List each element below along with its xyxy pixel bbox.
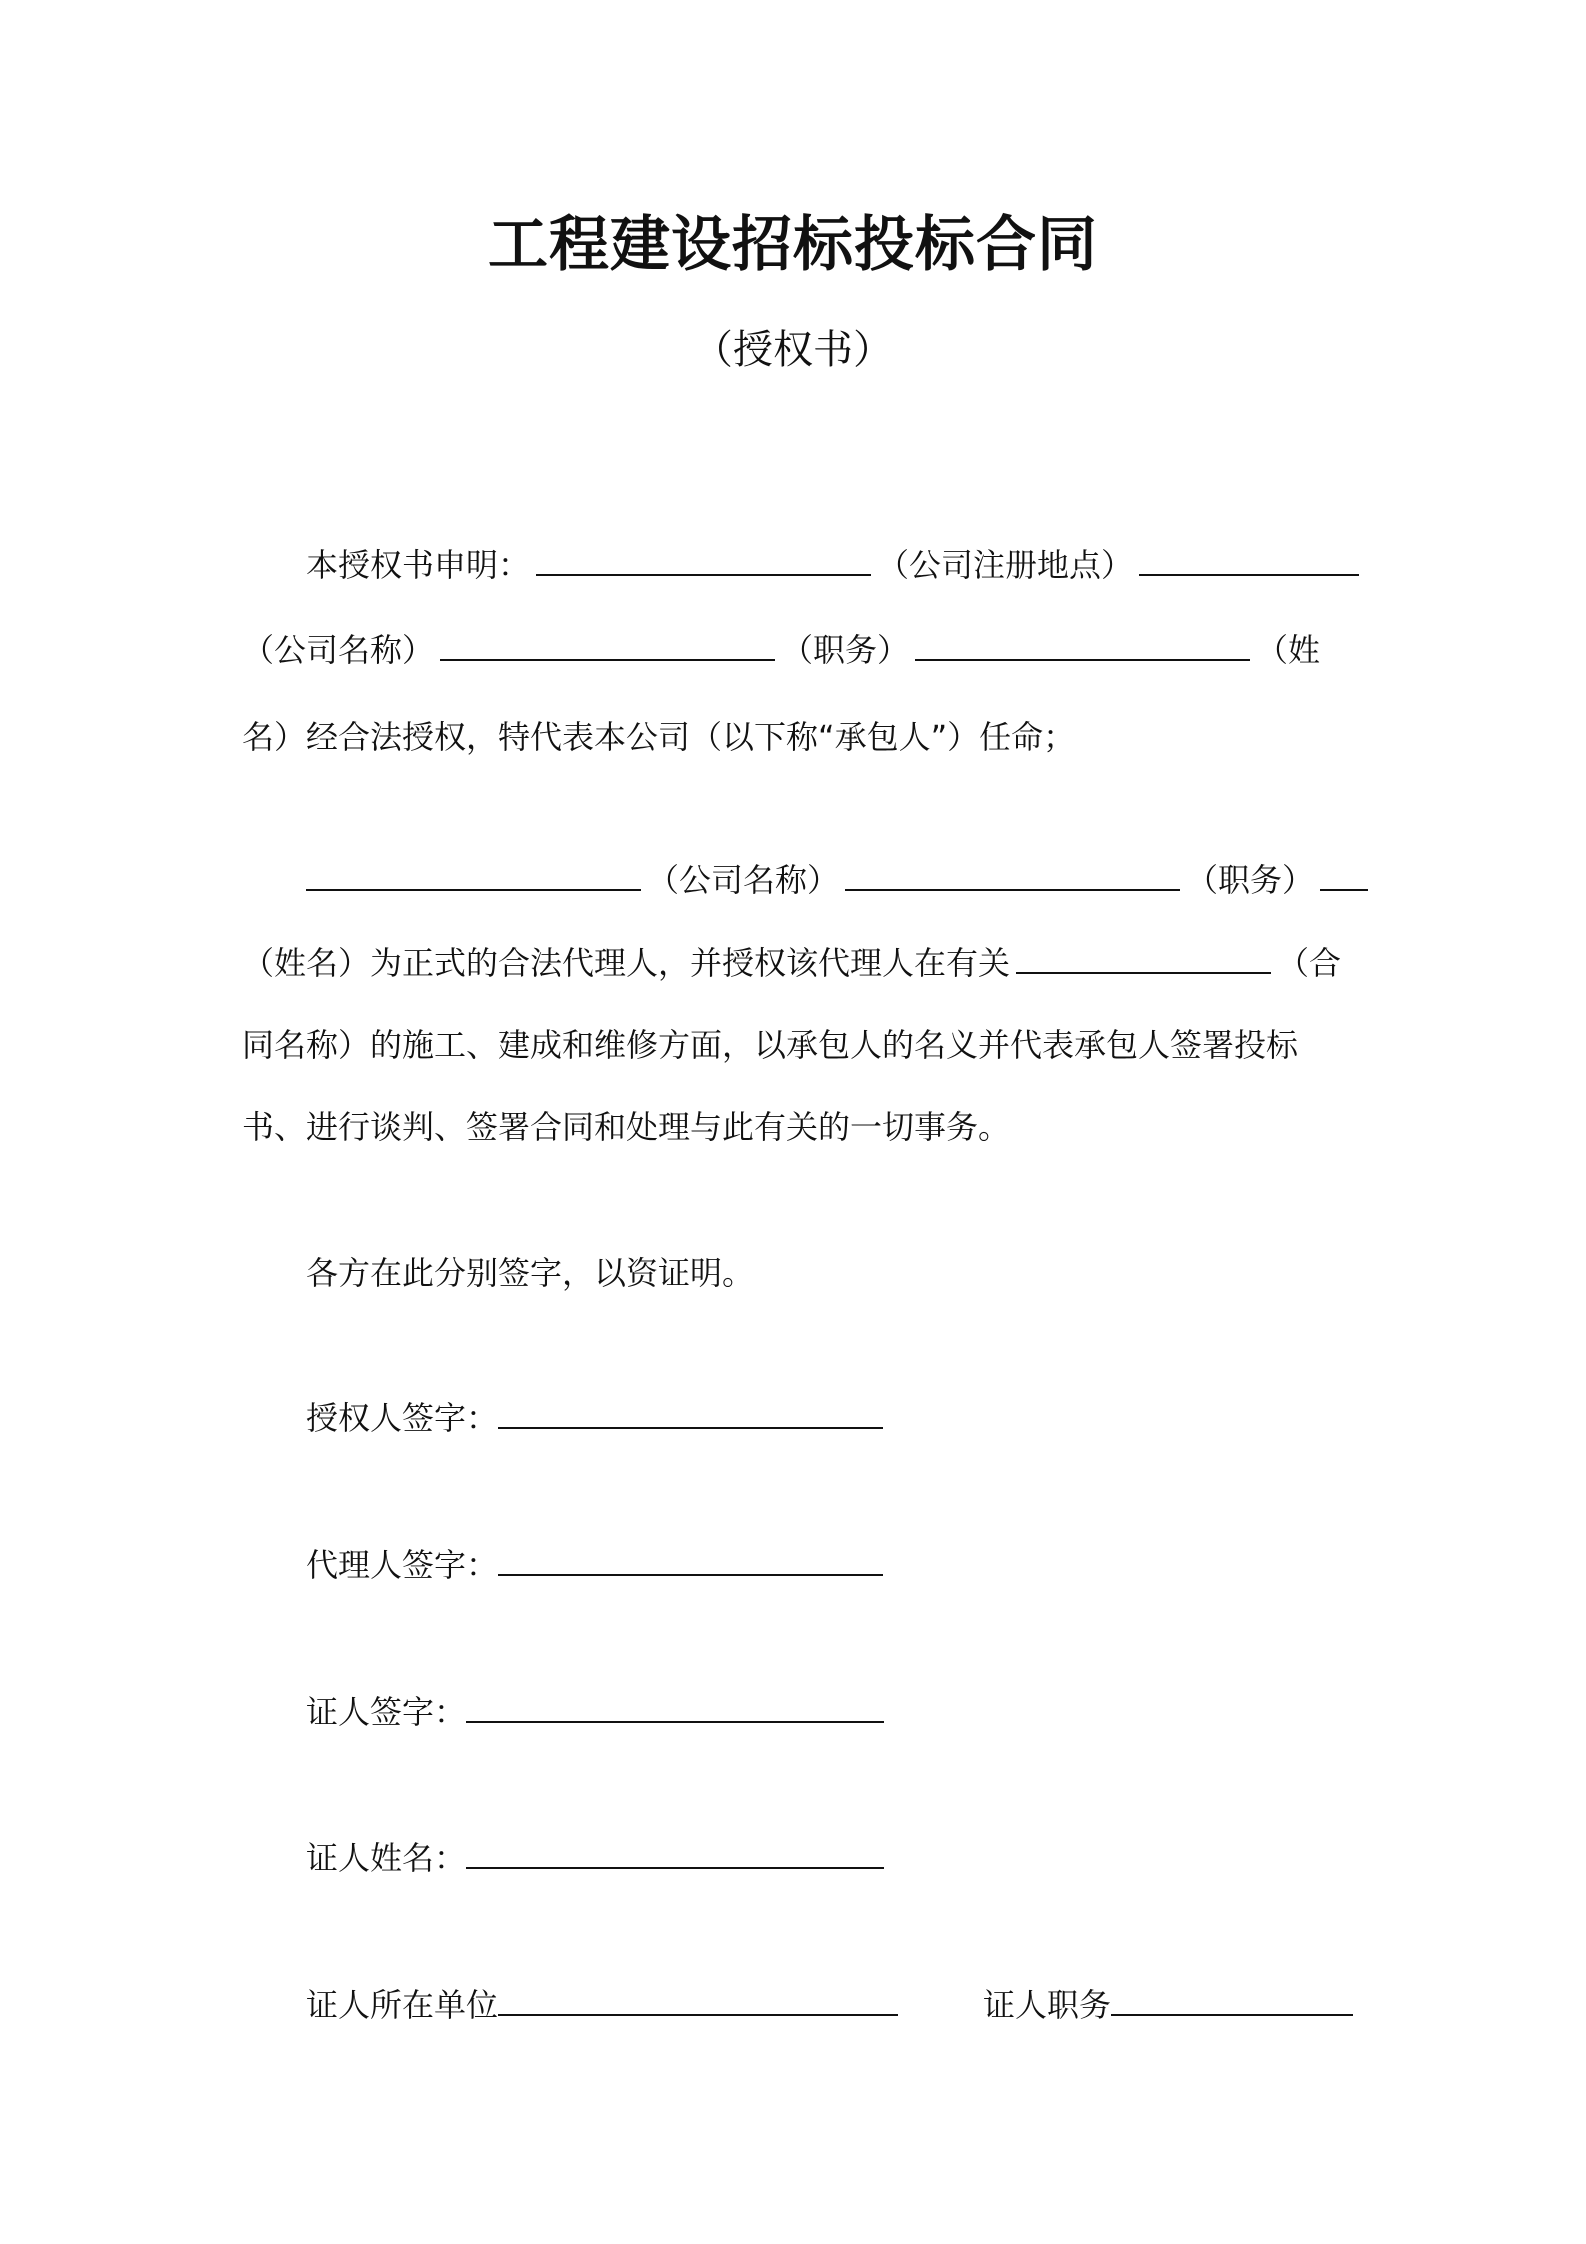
company-address-blank[interactable] <box>536 540 871 576</box>
company-name-label-1: （公司名称） <box>242 631 435 669</box>
agent-signature-blank[interactable] <box>498 1540 883 1576</box>
p2-line-2-text: （姓名）为正式的合法代理人，并授权该代理人在有关 <box>242 944 1011 982</box>
witness-name-row <box>306 1833 890 1883</box>
agent-company-blank[interactable] <box>306 855 641 891</box>
p2-line-4: 书、进行谈判、签署合同和处理与此有关的一切事务。 <box>242 1108 1011 1146</box>
name-blank-1[interactable] <box>915 625 1250 661</box>
p1-line-3: 名）经合法授权，特代表本公司（以下称“承包人”）任命； <box>242 718 1076 756</box>
witness-name-blank[interactable] <box>466 1833 884 1869</box>
witness-signature-row <box>306 1687 890 1737</box>
name-label-start: （姓 <box>1256 631 1321 669</box>
p1-line-2 <box>242 625 1357 675</box>
authorizer-signature-blank[interactable] <box>498 1393 883 1429</box>
agent-position-blank[interactable] <box>845 855 1180 891</box>
witness-unit-row <box>306 1980 904 2030</box>
witness-unit-label: 证人所在单位 <box>306 1986 499 2024</box>
witness-signature-label: 证人签字： <box>306 1693 467 1731</box>
position-label-2: （职务） <box>1186 861 1315 899</box>
agent-name-blank[interactable] <box>1320 855 1368 891</box>
p1-declaration-label: 本授权书申明： <box>306 546 531 584</box>
p2-line-1 <box>306 855 1421 905</box>
document-title: 工程建设招标投标合同 <box>488 210 1098 280</box>
witness-position-row <box>983 1980 1359 2030</box>
witness-position-label: 证人职务 <box>983 1986 1112 2024</box>
p2-line-2 <box>242 938 1357 988</box>
witness-unit-blank[interactable] <box>498 1980 898 2016</box>
p1-line-1 <box>306 540 1421 590</box>
authorizer-signature-row <box>306 1393 889 1443</box>
company-name-blank-1[interactable] <box>1139 540 1359 576</box>
p3-line: 各方在此分别签字，以资证明。 <box>306 1254 755 1292</box>
company-name-label-2: （公司名称） <box>647 861 840 899</box>
p2-line-3: 同名称）的施工、建成和维修方面，以承包人的名义并代表承包人签署投标 <box>242 1026 1299 1064</box>
agent-signature-row <box>306 1540 889 1590</box>
witness-name-label: 证人姓名： <box>306 1839 467 1877</box>
authorizer-signature-label: 授权人签字： <box>306 1399 499 1437</box>
witness-position-blank[interactable] <box>1111 1980 1353 2016</box>
contract-name-label-start: （合 <box>1277 944 1342 982</box>
position-label-1: （职务） <box>781 631 910 669</box>
document-subtitle: （授权书） <box>693 327 893 373</box>
agent-signature-label: 代理人签字： <box>306 1546 499 1584</box>
company-address-label: （公司注册地点） <box>877 546 1134 584</box>
witness-signature-blank[interactable] <box>466 1687 884 1723</box>
position-blank-1[interactable] <box>440 625 775 661</box>
contract-name-blank[interactable] <box>1016 938 1271 974</box>
